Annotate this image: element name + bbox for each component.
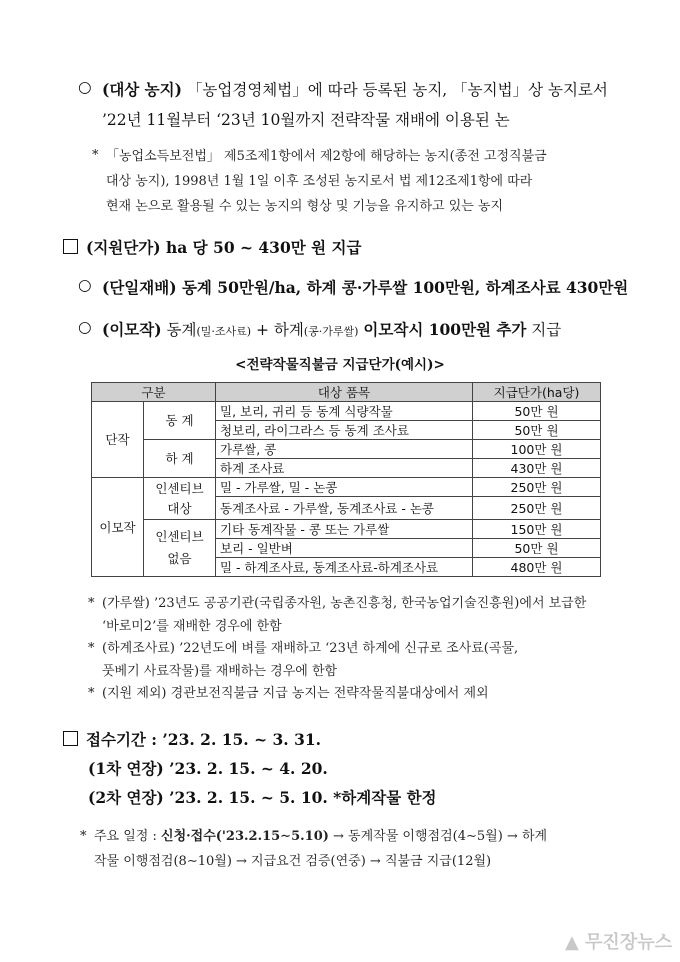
table-row (92, 440, 601, 459)
watermark-text: 무진장뉴스 (585, 932, 672, 953)
target-land-line2: ’22년 11월부터 ‘23년 10월까지 전략작물 재배에 이용된 논 (102, 111, 510, 129)
sub-no-incentive: 인센티브 없음 (144, 520, 216, 577)
table-row (92, 520, 601, 539)
note-forage-2: 풋베기 사료작물)를 재배하는 경우에 한함 (102, 664, 338, 679)
sub-incentive: 인센티브 대상 (144, 478, 216, 520)
target-land-rest: 「농업경영체법」에 따라 등록된 농지, 「농지법」상 농지로서 (186, 81, 608, 99)
bullet-circle: ○ (78, 318, 92, 336)
square-bullet-icon (63, 731, 78, 746)
period-title-text: 접수기간 : ’23. 2. 15. ~ 3. 31. (86, 730, 322, 749)
table-row (92, 478, 601, 497)
cell-price: 430만 원 (473, 459, 601, 478)
note-line3: 현재 논으로 활용될 수 있는 농지의 형상 및 기능을 유지하고 있는 농지 (106, 199, 504, 214)
table-caption: <전략작물직불금 지급단가(예시)> (235, 357, 445, 373)
note-mark: * (80, 829, 87, 844)
sub-summer: 하 계 (144, 440, 216, 478)
note-mark: * (88, 686, 95, 701)
double-crop-summer: + 하계 (256, 321, 304, 339)
cell-item: 청보리, 라이그라스 등 동계 조사료 (216, 421, 473, 440)
cell-item: 하계 조사료 (216, 459, 473, 478)
single-crop-line: (단일재배) 동계 50만원/ha, 하계 콩·가루쌀 100만원, 하계조사료 430만원 (102, 278, 629, 297)
cell-price: 480만 원 (473, 558, 601, 577)
support-title-text: (지원단가) ha 당 50 ~ 430만 원 지급 (86, 238, 362, 257)
cell-item: 밀 - 가루쌀, 밀 - 논콩 (216, 478, 473, 497)
support-title (63, 236, 361, 258)
note-flour-rice-2: ‘바로미2’를 재배한 경우에 한함 (102, 619, 282, 634)
group-single: 단작 (92, 402, 144, 478)
cell-item: 가루쌀, 콩 (216, 440, 473, 459)
header-category: 구분 (92, 383, 216, 402)
extension-1: (1차 연장) ’23. 2. 15. ~ 4. 20. (88, 759, 328, 778)
group-double: 이모작 (92, 478, 144, 577)
header-item: 대상 품목 (216, 383, 473, 402)
note-mark: * (88, 641, 95, 656)
note-line1: 「농업소득보전법」 제5조제1항에서 제2항에 해당하는 농지(종전 고정직불금 (106, 149, 547, 164)
double-crop-bonus: 이모작시 100만원 추가 (363, 320, 527, 339)
cell-price: 250만 원 (473, 478, 601, 497)
target-land-line1 (102, 78, 608, 100)
square-bullet-icon (63, 239, 78, 254)
watermark-logo (565, 928, 672, 954)
note-flour-rice-1: (가루쌀) ’23년도 공공기관(국립종자원, 농촌진흥청, 한국농업기술진흥원)에서 보급한 (102, 596, 587, 611)
note-mark: * (92, 148, 99, 163)
cell-price: 250만 원 (473, 497, 601, 520)
cell-item: 보리 - 일반벼 (216, 539, 473, 558)
cell-item: 동계조사료 - 가루쌀, 동계조사료 - 논콩 (216, 497, 473, 520)
mountain-icon: ▲ (564, 932, 586, 953)
cell-price: 50만 원 (473, 402, 601, 421)
schedule-line2: 작물 이행점검(8∼10월) → 지급요건 검증(연중) → 직불금 지급(12월) (94, 854, 492, 869)
double-crop-line (102, 318, 561, 340)
schedule-line1 (94, 825, 547, 844)
double-crop-summer-items: (콩·가루쌀) (303, 325, 359, 338)
cell-price: 100만 원 (473, 440, 601, 459)
double-crop-head: (이모작) (102, 320, 162, 339)
table-row (92, 402, 601, 421)
cell-price: 150만 원 (473, 520, 601, 539)
cell-price: 50만 원 (473, 421, 601, 440)
sub-winter: 동 계 (144, 402, 216, 440)
cell-item: 밀, 보리, 귀리 등 동계 식량작물 (216, 402, 473, 421)
schedule-rest: → 동계작물 이행점검(4∼5월) → 하계 (328, 829, 548, 844)
note-exclusion: (지원 제외) 경관보전직불금 지급 농지는 전략작물직불대상에서 제외 (102, 686, 489, 701)
period-title (63, 728, 321, 750)
extension-2: (2차 연장) ’23. 2. 15. ~ 5. 10. *하계작물 한정 (88, 788, 437, 807)
double-crop-winter: 동계 (166, 321, 197, 339)
double-crop-pay: 지급 (531, 321, 562, 339)
cell-price: 50만 원 (473, 539, 601, 558)
double-crop-winter-items: (밀·조사료) (196, 325, 252, 338)
note-forage-1: (하계조사료) ’22년도에 벼를 재배하고 ‘23년 하계에 신규로 조사료(곡물, (102, 641, 519, 656)
schedule-apply: 신청·접수('23.2.15∼5.10) (161, 829, 329, 844)
payment-table (91, 382, 601, 577)
cell-item: 밀 - 하계조사료, 동계조사료-하계조사료 (216, 558, 473, 577)
bullet-circle: ○ (78, 78, 92, 96)
note-line2: 대상 농지), 1998년 1월 1일 이후 조성된 농지로서 법 제12조제1항에 따라 (106, 174, 533, 189)
schedule-label: 주요 일정 : (94, 829, 162, 844)
header-price: 지급단가(ha당) (473, 383, 601, 402)
target-land-head: (대상 농지) (102, 80, 182, 99)
bullet-circle: ○ (78, 276, 92, 294)
cell-item: 기타 동계작물 - 콩 또는 가루쌀 (216, 520, 473, 539)
note-mark: * (88, 596, 95, 611)
